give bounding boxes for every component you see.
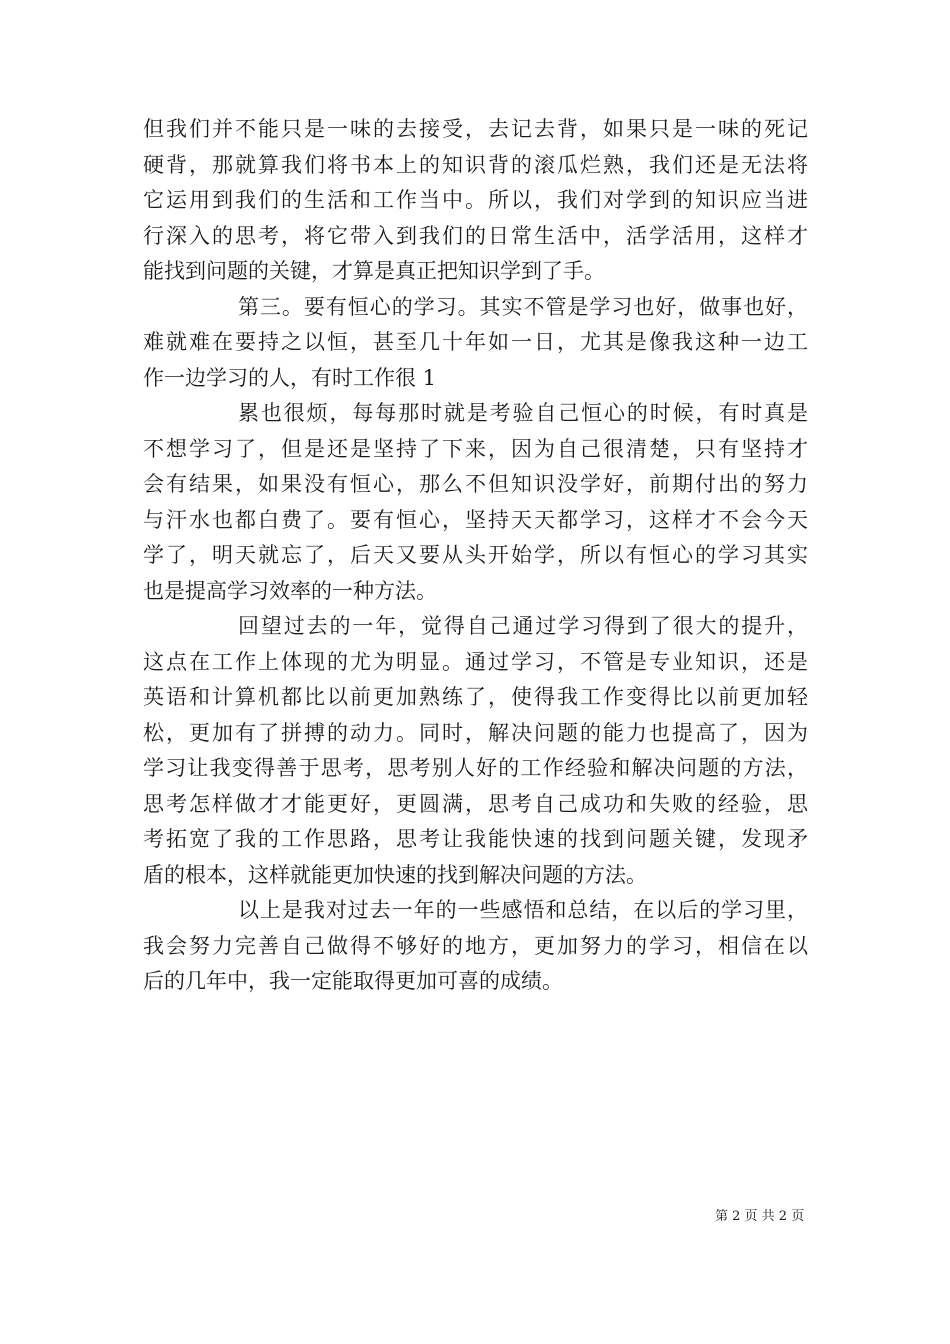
text-line: 英语和计算机都比以前更加熟练了，使得我工作变得比以前更加轻 [143, 685, 808, 709]
text-line: 第三。要有恒心的学习。其实不管是学习也好，做事也好， [238, 294, 808, 319]
text-line: 松，更加有了拼搏的动力。同时，解决问题的能力也提高了，因为 [143, 720, 808, 745]
text-line: 但我们并不能只是一味的去接受，去记去背，如果只是一味的死记 [143, 117, 808, 141]
text-line: 它运用到我们的生活和工作当中。所以，我们对学到的知识应当进 [143, 188, 808, 212]
text-line: 与汗水也都白费了。要有恒心，坚持天天都学习，这样才不会今天 [143, 507, 808, 532]
text-line: 作一边学习的人，有时工作很 1 [143, 365, 437, 390]
text-line: 考拓宽了我的工作思路，思考让我能快速的找到问题关键，发现矛 [143, 827, 808, 851]
text-line: 盾的根本，这样就能更加快速的找到解决问题的方法。 [143, 862, 647, 887]
text-line: 难就难在要持之以恒，甚至几十年如一日，尤其是像我这种一边工 [143, 330, 808, 354]
text-line: 思考怎样做才才能更好，更圆满，思考自己成功和失败的经验，思 [143, 791, 808, 816]
text-line: 硬背，那就算我们将书本上的知识背的滚瓜烂熟，我们还是无法将 [143, 152, 808, 177]
text-line: 会有结果，如果没有恒心，那么不但知识没学好，前期付出的努力 [143, 472, 808, 496]
text-line: 行深入的思考，将它带入到我们的日常生活中，活学活用，这样才 [143, 223, 808, 248]
page-number-footer: 第 2 页 共 2 页 [715, 1209, 805, 1224]
text-line: 回望过去的一年，觉得自己通过学习得到了很大的提升， [238, 614, 808, 638]
text-line: 学了，明天就忘了，后天又要从头开始学，所以有恒心的学习其实 [143, 543, 808, 567]
text-line: 能找到问题的关键，才算是真正把知识学到了手。 [143, 259, 605, 283]
text-line: 后的几年中，我一定能取得更加可喜的成绩。 [143, 969, 563, 993]
text-line: 累也很烦，每每那时就是考验自己恒心的时候，有时真是 [238, 401, 808, 425]
text-line: 也是提高学习效率的一种方法。 [143, 578, 437, 603]
text-line: 以上是我对过去一年的一些感悟和总结，在以后的学习里， [238, 898, 808, 922]
text-line: 学习让我变得善于思考，思考别人好的工作经验和解决问题的方法， [143, 756, 808, 780]
document-body [143, 112, 808, 1000]
text-line: 不想学习了，但是还是坚持了下来，因为自己很清楚，只有坚持才 [143, 436, 808, 461]
text-line: 我会努力完善自己做得不够好的地方，更加努力的学习，相信在以 [143, 933, 808, 958]
text-line: 这点在工作上体现的尤为明显。通过学习，不管是专业知识，还是 [143, 649, 808, 674]
